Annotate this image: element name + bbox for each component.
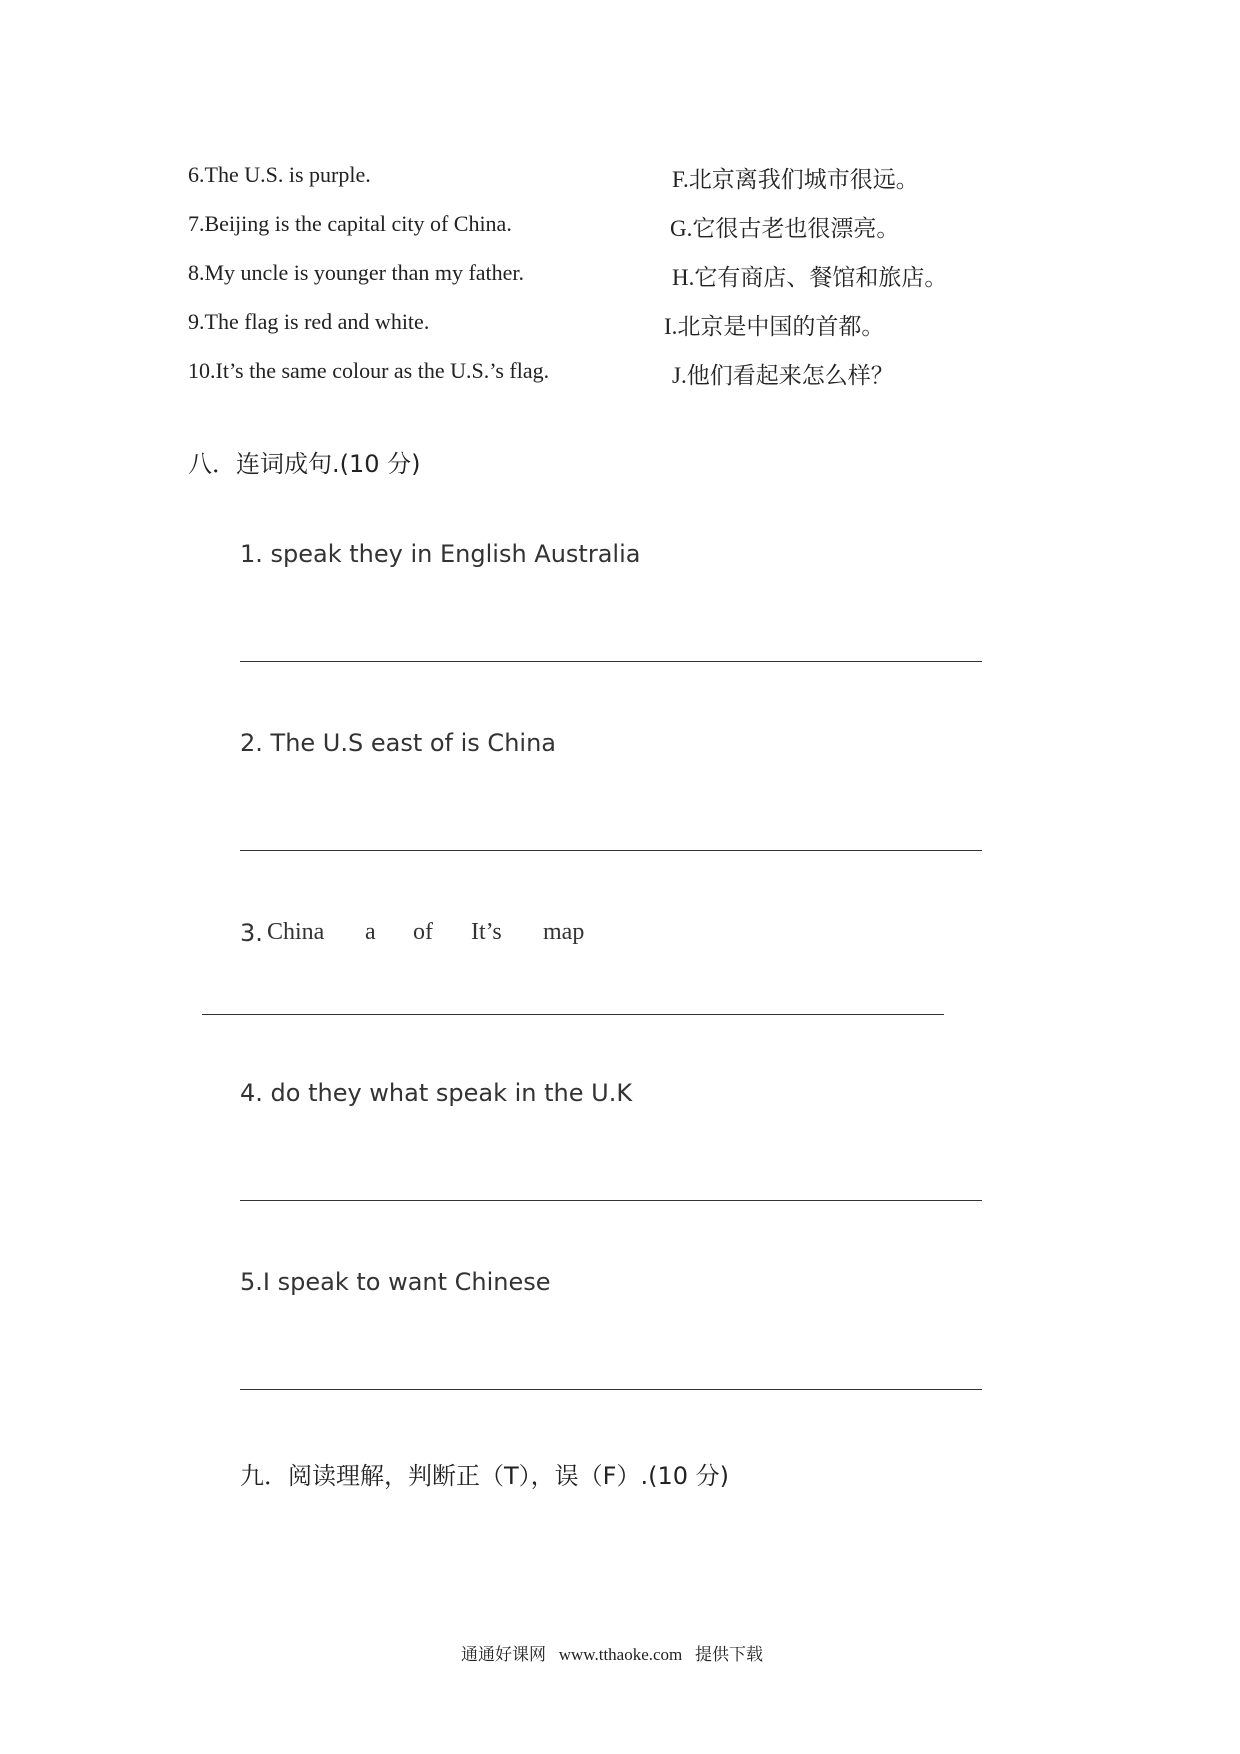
answer-line-5[interactable]: [240, 1389, 982, 1390]
question-2: 2. The U.S east of is China: [240, 729, 556, 757]
answer-line-2[interactable]: [240, 850, 982, 851]
question-4: 4. do they what speak in the U.K: [240, 1079, 633, 1107]
question-3-word-map: map: [543, 919, 585, 945]
question-3-word-china: China: [267, 919, 325, 945]
footer-source: 通通好课网 www.tthaoke.com 提供下载: [461, 1645, 764, 1664]
question-3-number: 3.: [240, 919, 263, 947]
answer-line-4[interactable]: [240, 1200, 982, 1201]
match-chinese-H: H.它有商店、餐馆和旅店。: [672, 265, 948, 290]
question-5: 5.I speak to want Chinese: [240, 1268, 551, 1296]
question-3-word-its: It’s: [471, 919, 502, 945]
section-8-heading: 八．连词成句.(10 分): [188, 450, 421, 478]
question-1: 1. speak they in English Australia: [240, 540, 641, 568]
answer-line-3[interactable]: [202, 1014, 944, 1015]
match-english-6: 6.The U.S. is purple.: [188, 162, 371, 187]
answer-line-1[interactable]: [240, 661, 982, 662]
section-9-heading: 九．阅读理解，判断正（T），误（F）.(10 分): [240, 1462, 729, 1490]
match-chinese-G: G.它很古老也很漂亮。: [670, 216, 900, 241]
match-chinese-F: F.北京离我们城市很远。: [672, 167, 919, 192]
match-chinese-J: J.他们看起来怎么样？: [672, 363, 894, 388]
match-english-7: 7.Beijing is the capital city of China.: [188, 211, 512, 236]
match-chinese-I: I.北京是中国的首都。: [664, 314, 885, 339]
match-english-8: 8.My uncle is younger than my father.: [188, 260, 525, 285]
match-english-10: 10.It’s the same colour as the U.S.’s flag.: [188, 358, 550, 383]
question-3-word-of: of: [413, 919, 433, 945]
question-3-word-a: a: [365, 919, 376, 945]
match-english-9: 9.The flag is red and white.: [188, 309, 430, 334]
